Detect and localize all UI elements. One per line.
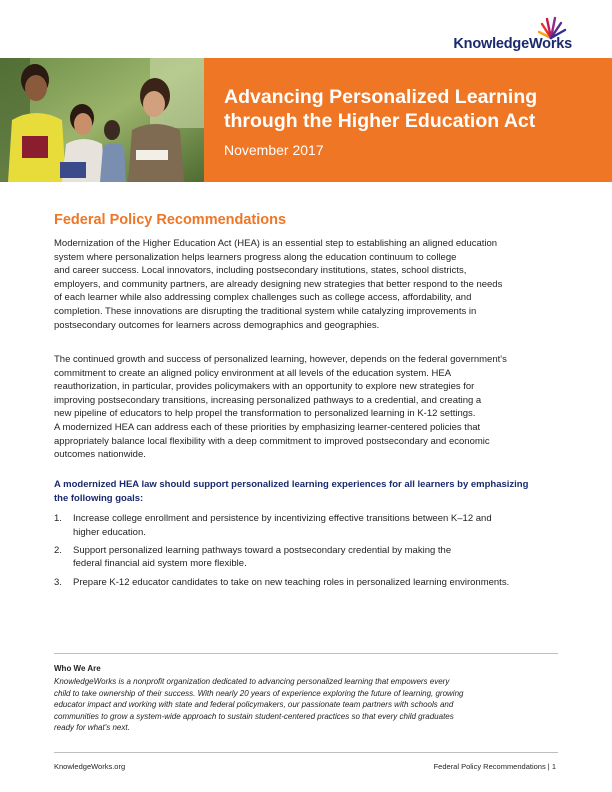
text-line: improving postsecondary transitions, increasing personalized pathways to a credential, and creating a (54, 394, 482, 406)
text-line: and career success. Local innovators, including postsecondary institutions, states, school districts, (54, 265, 467, 277)
text-line: Increase college enrollment and persistence by incentivizing effective transitions between K–12 and (73, 513, 492, 524)
text-line: Support personalized learning pathways toward a postsecondary credential by making the (73, 544, 452, 556)
title-band (204, 58, 612, 182)
who-we-are-heading: Who We Are (54, 664, 101, 673)
context-paragraph (54, 353, 562, 462)
text-line: outcomes nationwide. (54, 449, 146, 461)
hero-banner (0, 58, 612, 182)
who-we-are-text (54, 676, 463, 734)
goal-number: 1. (54, 513, 62, 524)
text-line: federal financial aid system more flexible. (73, 558, 247, 570)
title-line: through the Higher Education Act (224, 110, 536, 132)
text-line: A modernized HEA can address each of these priorities by emphasizing learner-centered policies that (54, 421, 481, 433)
students-photo-illustration (0, 58, 204, 182)
text-line: postsecondary outcomes for learners across demographics and geographies. (54, 319, 380, 331)
goals-intro (54, 478, 528, 505)
text-line: system where personalization helps learners progress along the education continuum to college (54, 251, 457, 263)
divider (54, 653, 558, 654)
text-line: higher education. (73, 526, 146, 538)
goal-item (54, 544, 564, 571)
text-line: A modernized HEA law should support personalized learning experiences for all learners by emphasizing (54, 479, 529, 490)
text-line: The continued growth and success of personalized learning, however, depends on the federal government's (54, 354, 507, 365)
text-line: new pipeline of educators to help propel the transformation to personalized learning in K-12 settings. (54, 408, 476, 420)
page-footer-label: Federal Policy Recommendations | 1 (433, 762, 556, 771)
intro-paragraph (54, 237, 562, 332)
document-title (224, 85, 537, 133)
goals-list (54, 512, 564, 594)
text-line: completion. These innovations are disrupting the traditional system while catalyzing improvements in (54, 305, 477, 317)
text-line: commitment to create an aligned policy environment at all levels of the education system. HEA (54, 367, 452, 379)
goal-number: 2. (54, 544, 62, 556)
text-line: ready for what's next. (54, 723, 130, 733)
website-link[interactable]: KnowledgeWorks.org (54, 762, 126, 771)
logo-wordmark: KnowledgeWorks (453, 36, 572, 52)
knowledgeworks-logo (432, 16, 572, 52)
text-line: educator impact and working with state and federal policymakers, our passionate team partners with schools and (54, 700, 454, 710)
text-line: child to take ownership of their success. With nearly 20 years of experience exploring the future of learning, growing (54, 688, 464, 698)
text-line: Prepare K-12 educator candidates to take on new teaching roles in personalized learning environments. (73, 576, 510, 588)
footer-divider (54, 752, 558, 753)
goal-item (54, 512, 564, 539)
text-line: of each learner while also addressing complex challenges such as college access, affordability, and (54, 292, 472, 304)
text-line: reauthorization, in particular, provides policymakers with an opportunity to explore new strategies for (54, 381, 475, 393)
text-line: KnowledgeWorks is a nonprofit organization dedicated to advancing personalized learning that empowers every (54, 677, 450, 686)
title-line: Advancing Personalized Learning (224, 86, 538, 108)
text-line: employers, and community partners, are already designing new strategies that better respond to the needs (54, 278, 503, 290)
text-line: the following goals: (54, 492, 144, 504)
section-heading: Federal Policy Recommendations (54, 212, 287, 228)
text-line: appropriately balance local flexibility with a deep commitment to improved postsecondary and economic (54, 435, 490, 447)
students-photo (0, 58, 204, 182)
text-line: Modernization of the Higher Education Act (HEA) is an essential step to establishing an aligned education (54, 238, 498, 249)
publication-date: November 2017 (224, 142, 324, 158)
text-line: communities to grow a system-wide approach to sustain student-centered practices so that every child graduates (54, 711, 454, 721)
goal-number: 3. (54, 576, 62, 588)
goal-item (54, 576, 564, 590)
